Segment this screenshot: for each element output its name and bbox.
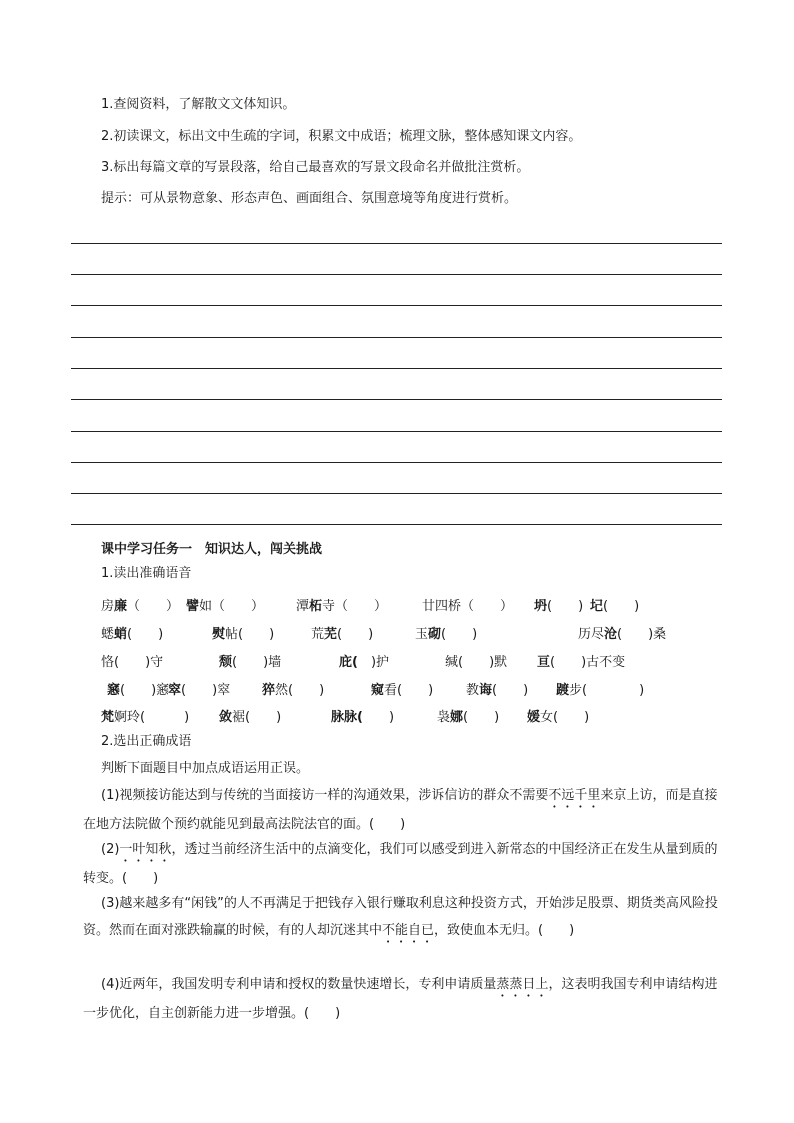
- writing-line[interactable]: [71, 274, 722, 275]
- question-4[interactable]: (4)近两年，我国发明专利申请和授权的数量快速增长，专利申请质量蒸蒸日上，这表明我国专利申请结构进一步优化，自主创新能力进一步增强。( ): [83, 977, 718, 1021]
- pinyin-item[interactable]: 廿四桥（ ）: [422, 599, 514, 614]
- pinyin-item[interactable]: 敛裾( ): [219, 710, 282, 725]
- pinyin-item[interactable]: 窥看( ): [371, 683, 434, 698]
- prep-item-3: 3.标出每篇文章的写景段落，给自己最喜欢的写景文段命名并做批注赏析。: [101, 160, 530, 175]
- dotted-idiom: 蒸蒸日上: [496, 977, 549, 992]
- subtask-1-heading: 1.读出准确语音: [101, 566, 192, 581]
- writing-line[interactable]: [71, 305, 722, 306]
- pinyin-item[interactable]: 袅娜( ): [437, 710, 500, 725]
- pinyin-row: [101, 706, 741, 724]
- pinyin-item[interactable]: 历尽沧( )桑: [578, 627, 667, 642]
- subtask-2-instruction: 判断下面题目中加点成语运用正误。: [101, 761, 310, 776]
- pinyin-item[interactable]: 窣( )窣: [168, 683, 231, 698]
- pinyin-item[interactable]: 荒芜( ): [311, 627, 374, 642]
- pinyin-row: [101, 651, 741, 669]
- pinyin-row: [101, 623, 741, 641]
- pinyin-item[interactable]: 窸( )窸: [107, 683, 170, 698]
- pinyin-item[interactable]: 譬如（ ）: [186, 599, 265, 614]
- dotted-idiom: 不远千里: [548, 788, 601, 803]
- task-title: 课中学习任务一 知识达人，闯关挑战: [101, 542, 323, 557]
- dotted-idiom: 一叶知秋: [119, 842, 172, 857]
- pinyin-item[interactable]: 缄( )默: [445, 655, 508, 670]
- pinyin-item[interactable]: 猝然( ): [262, 683, 325, 698]
- pinyin-item[interactable]: 颓( )墙: [219, 655, 282, 670]
- pinyin-item[interactable]: 梵婀玲( ): [101, 710, 190, 725]
- prep-item-2: 2.初读课文，标出文中生疏的字词，积累文中成语；梳理文脉，整体感知课文内容。: [101, 129, 582, 144]
- pinyin-item[interactable]: 恪( )守: [101, 655, 164, 670]
- pinyin-item[interactable]: 坍( ): [534, 599, 584, 614]
- writing-line[interactable]: [71, 399, 722, 400]
- prep-item-1: 1.查阅资料，了解散文文体知识。: [101, 97, 296, 112]
- prep-hint: 提示：可从景物意象、形态声色、画面组合、氛围意境等角度进行赏析。: [101, 191, 518, 206]
- pinyin-row: [101, 595, 741, 613]
- question-1[interactable]: (1)视频接访能达到与传统的当面接访一样的沟通效果，涉诉信访的群众不需要不远千里来京上访，而是直接在地方法院做个预约就能见到最高法院法官的面。( ): [83, 788, 718, 832]
- pinyin-item[interactable]: 玉砌( ): [415, 627, 478, 642]
- dotted-idiom: 不能自已: [382, 923, 435, 938]
- pinyin-item[interactable]: 脉脉( ): [331, 710, 395, 725]
- pinyin-item[interactable]: 亘( )古不变: [537, 655, 626, 670]
- pinyin-row: [101, 679, 741, 697]
- pinyin-item[interactable]: 熨帖( ): [212, 627, 275, 642]
- pinyin-item[interactable]: 教诲( ): [466, 683, 529, 698]
- writing-line[interactable]: [71, 243, 722, 244]
- question-2[interactable]: (2)一叶知秋，透过当前经济生活中的点滴变化，我们可以感受到进入新常态的中国经济正在发生从量到质的转变。( ): [83, 842, 718, 886]
- pinyin-item[interactable]: 圮( ): [590, 599, 640, 614]
- pinyin-item[interactable]: 潭柘寺（ ）: [296, 599, 388, 614]
- writing-line[interactable]: [71, 337, 722, 338]
- pinyin-item[interactable]: 蟋蛸( ): [101, 627, 164, 642]
- question-3[interactable]: (3)越来越多有“闲钱”的人不再满足于把钱存入银行赚取利息这种投资方式，开始涉足股票、期货类高风险投资。然而在面对涨跌输赢的时候，有的人却沉迷其中不能自已，致使血本无归。( ): [83, 896, 718, 938]
- pinyin-item[interactable]: 庇( )护: [339, 655, 390, 670]
- pinyin-item[interactable]: 媛女( ): [527, 710, 590, 725]
- writing-line[interactable]: [71, 462, 722, 463]
- pinyin-item[interactable]: 房廉（ ）: [101, 599, 180, 614]
- subtask-2-heading: 2.选出正确成语: [101, 734, 192, 749]
- writing-line[interactable]: [71, 524, 722, 525]
- writing-line[interactable]: [71, 493, 722, 494]
- writing-line[interactable]: [71, 431, 722, 432]
- pinyin-item[interactable]: 踱步( ): [556, 683, 645, 698]
- writing-line[interactable]: [71, 368, 722, 369]
